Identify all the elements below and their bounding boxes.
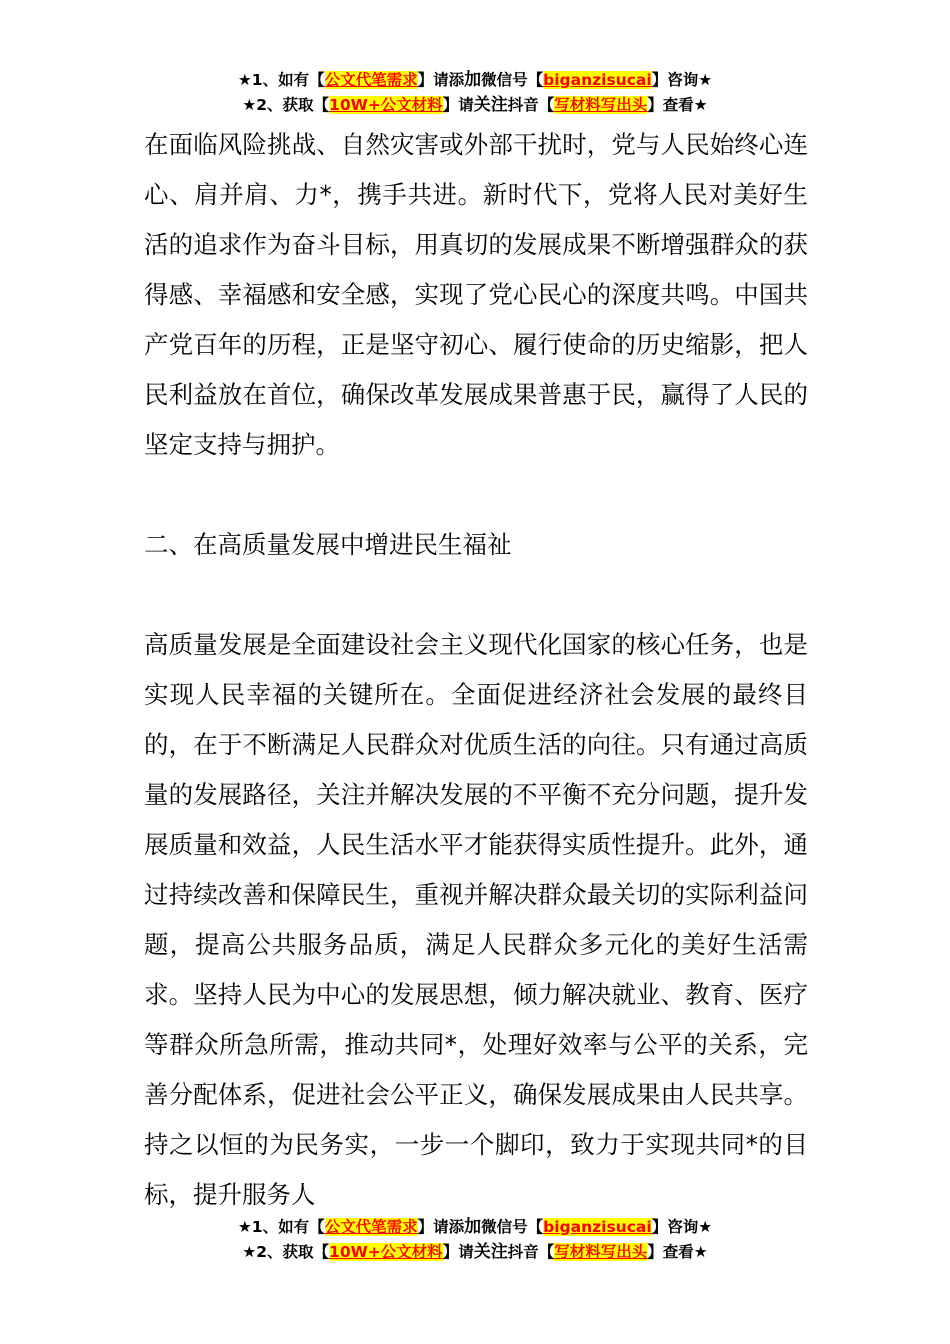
document-body [144, 120, 808, 1220]
highlight-service: 公文代笔需求 [324, 1218, 418, 1236]
highlight-wechat-id: biganzisucai [543, 71, 652, 89]
banner-line-2: ★2、获取【10W+公文材料】请关注抖音【写材料写出头】查看★ [242, 95, 708, 115]
highlight-materials: 10W+公文材料 [329, 96, 443, 114]
banner-line-1: ★1、如有【公文代笔需求】请添加微信号【biganzisucai】咨询★ [237, 70, 713, 90]
highlight-wechat-id: biganzisucai [543, 1218, 652, 1236]
paragraph-1: 在面临风险挑战、自然灾害或外部干扰时，党与人民始终心连心、肩并肩、力*，携手共进。新时代下，党将人民对美好生活的追求作为奋斗目标，用真切的发展成果不断增强群众的获得感、幸福感和安全感，实现了党心民心的深度共鸣。中国共产党百年的历程，正是坚守初心、履行使命的历史缩影，把人民利益放在首位，确保改革发展成果普惠于民，赢得了人民的坚定支持与拥护。 [144, 130, 808, 459]
section-heading: 二、在高质量发展中增进民生福祉 [144, 530, 512, 559]
highlight-service: 公文代笔需求 [324, 71, 418, 89]
footer-banner [0, 1215, 950, 1265]
banner-line-2: ★2、获取【10W+公文材料】请关注抖音【写材料写出头】查看★ [242, 1242, 708, 1262]
highlight-materials: 10W+公文材料 [329, 1243, 443, 1261]
header-banner [0, 68, 950, 118]
highlight-douyin-account: 写材料写出头 [554, 96, 648, 114]
paragraph-2: 高质量发展是全面建设社会主义现代化国家的核心任务，也是实现人民幸福的关键所在。全面促进经济社会发展的最终目的，在于不断满足人民群众对优质生活的向往。只有通过高质量的发展路径，关注并解决发展的不平衡不充分问题，提升发展质量和效益，人民生活水平才能获得实质性提升。此外，通过持续改善和保障民生，重视并解决群众最关切的实际利益问题，提高公共服务品质，满足人民群众多元化的美好生活需求。坚持人民为中心的发展思想，倾力解决就业、教育、医疗等群众所急所需，推动共同*，处理好效率与公平的关系，完善分配体系，促进社会公平正义，确保发展成果由人民共享。持之以恒的为民务实，一步一个脚印，致力于实现共同*的目标，提升服务人 [144, 630, 808, 1209]
banner-line-1: ★1、如有【公文代笔需求】请添加微信号【biganzisucai】咨询★ [237, 1217, 713, 1237]
paragraph-spacer [144, 470, 808, 520]
paragraph-spacer [144, 570, 808, 620]
highlight-douyin-account: 写材料写出头 [554, 1243, 648, 1261]
